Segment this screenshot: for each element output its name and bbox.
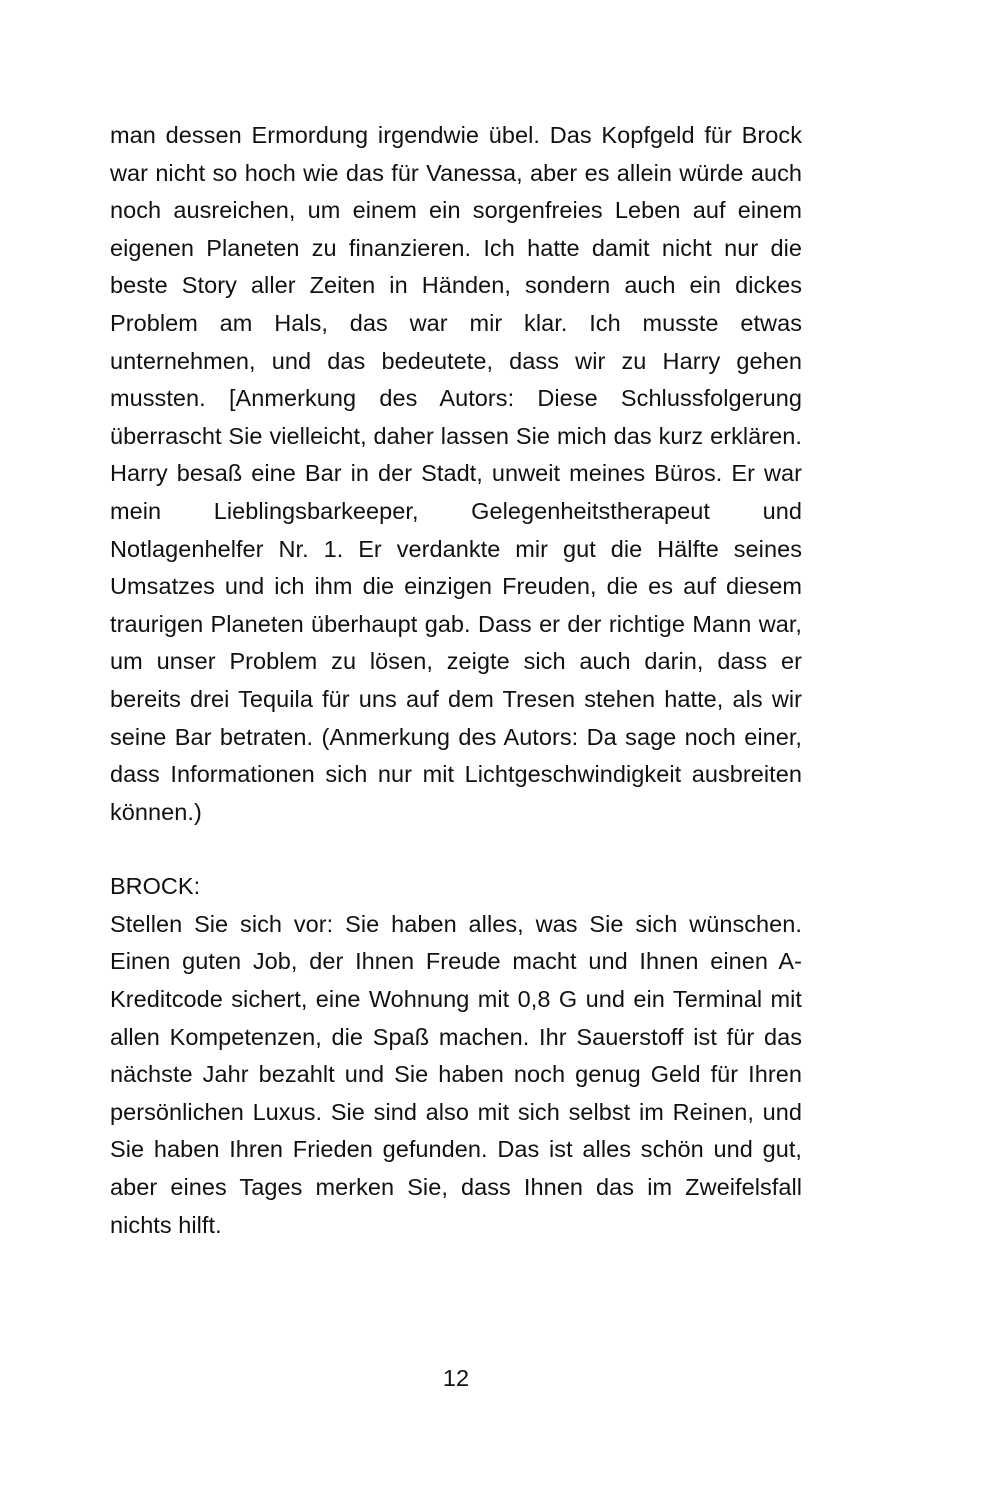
page-number: 12 xyxy=(442,1365,470,1391)
body-paragraph: Stellen Sie sich vor: Sie haben alles, was Sie sich wünschen. Einen guten Job, der Ihnen Freude macht und Ihnen einen A-Kreditcode sichert, eine Wohnung mit 0,8 G und ein Terminal mit allen Kompetenzen, die Spaß machen. Ihr Sauerstoff ist für das nächste Jahr bezahlt und Sie haben noch genug Geld für Ihren persönlichen Luxus. Sie sind also mit sich selbst im Reinen, und Sie haben Ihren Frieden gefunden. Das ist alles schön und gut, aber eines Tages merken Sie, dass Ihnen das im Zweifelsfall nichts hilft. xyxy=(110,910,802,1238)
section-heading: BROCK: xyxy=(110,873,201,900)
page-body xyxy=(110,117,802,1244)
body-paragraph: man dessen Ermordung irgendwie übel. Das Kopfgeld für Brock war nicht so hoch wie das für Vanessa, aber es allein würde auch noch ausreichen, um einem ein sorgenfreies Leben auf einem eigenen Planeten zu finanzieren. Ich hatte damit nicht nur die beste Story aller Zeiten in Händen, sondern auch ein dickes Problem am Hals, das war mir klar. Ich musste etwas unternehmen, und das bedeutete, dass wir zu Harry gehen mussten. [Anmerkung des Autors: Diese Schlussfolgerung überrascht Sie vielleicht, daher lassen Sie mich das kurz erklären. Harry besaß eine Bar in der Stadt, unweit meines Büros. Er war mein Lieblingsbarkeeper, Gelegenheitstherapeut und Notlagenhelfer Nr. 1. Er verdankte mir gut die Hälfte seines Umsatzes und ich ihm die einzigen Freuden, die es auf diesem traurigen Planeten überhaupt gab. Dass er der richtige Mann war, um unser Problem zu lösen, zeigte sich auch darin, dass er bereits drei Tequila für uns auf dem Tresen stehen hatte, als wir seine Bar betraten. (Anmerkung des Autors: Da sage noch einer, dass Informationen sich nur mit Lichtgeschwindigkeit ausbreiten können.) xyxy=(110,122,802,825)
